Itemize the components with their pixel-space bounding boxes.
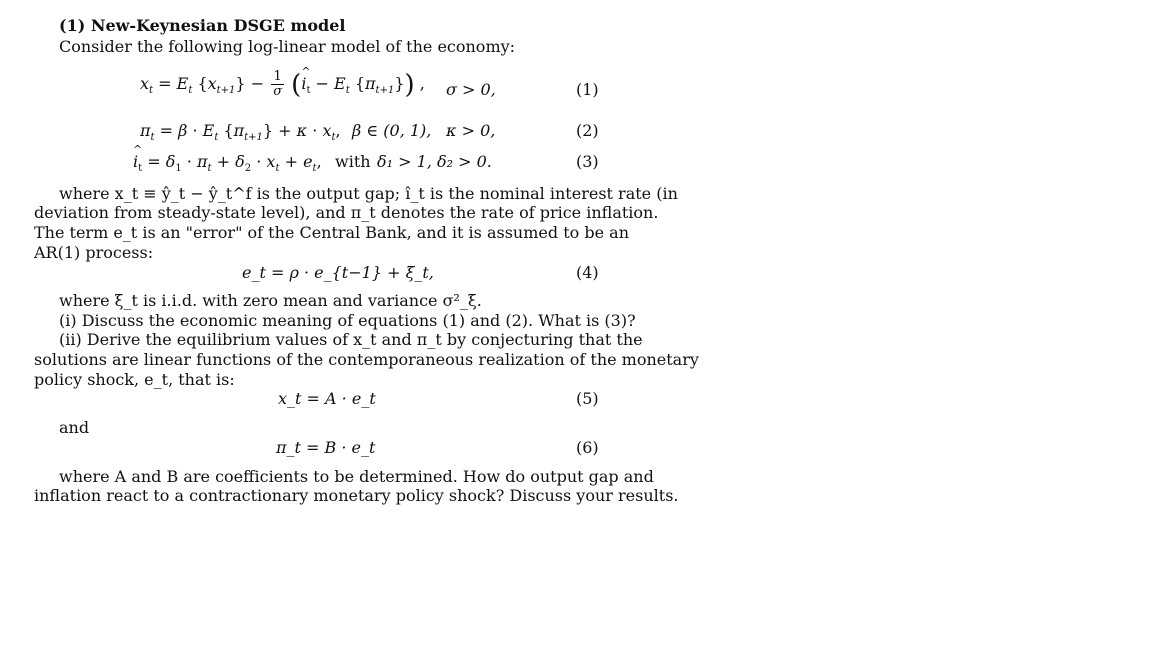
equation-2-number: (2) [576, 121, 599, 140]
paragraph-1-line-3: The term e_t is an "error" of the Central Bank, and it is assumed to be an [34, 223, 629, 242]
equation-1-condition: σ > 0, [446, 80, 496, 99]
equation-3: ^ $i_t = \delta_1 \cdot \pi_t + \delta_2 \cdot x_t + e_t$, [133, 152, 322, 174]
equation-3-number: (3) [576, 152, 599, 171]
equation-1-number: (1) [576, 80, 599, 99]
paragraph-1-line-4: AR(1) process: [34, 243, 154, 262]
paragraph-1-line-1: where x_t ≡ ŷ_t − ŷ_t^f is the output gap; î_t is the nominal interest rate (in [59, 184, 678, 203]
equation-2: $\pi_t = \beta \cdot E_t$ $\{\pi_{t+1}\} + \kappa \cdot x_t$, [140, 121, 341, 144]
and-text: and [59, 418, 90, 437]
final-paragraph-line-1: where A and B are coefficients to be determined. How do output gap and [59, 467, 654, 486]
equation-6: π_t = B · e_t [276, 438, 376, 457]
equation-5-number: (5) [576, 389, 599, 408]
question-2-line-2: solutions are linear functions of the contemporaneous realization of the monetary [34, 350, 699, 369]
section-title: (1) New-Keynesian DSGE model [59, 16, 346, 35]
equation-2-condition-beta: β ∈ (0, 1), [352, 121, 432, 140]
question-2-line-3: policy shock, e_t, that is: [34, 370, 235, 389]
equation-4: e_t = ρ · e_{t−1} + ξ_t, [242, 263, 434, 282]
equation-4-number: (4) [576, 263, 599, 282]
equation-5: x_t = A · e_t [278, 389, 376, 408]
equation-6-number: (6) [576, 438, 599, 457]
paragraph-1-line-2: deviation from steady-state level), and π_t denotes the rate of price inflation. [34, 203, 659, 222]
paragraph-2: where ξ_t is i.i.d. with zero mean and variance σ²_ξ. [59, 291, 482, 310]
question-2-line-1: (ii) Derive the equilibrium values of x_t and π_t by conjecturing that the [59, 330, 643, 349]
equation-2-condition-kappa: κ > 0, [446, 121, 496, 140]
question-1: (i) Discuss the economic meaning of equations (1) and (2). What is (3)? [59, 311, 636, 330]
equation-1: $x_t = E_t$ $\{x_{t+1}\}$ − $\frac{1}{\sigma}$ (^ $i_t - E_t$ $\{\pi_{t+1}\}$) , [140, 70, 425, 100]
intro-text: Consider the following log-linear model of the economy: [59, 37, 516, 56]
equation-3-with: with [335, 152, 371, 171]
final-paragraph-line-2: inflation react to a contractionary monetary policy shock? Discuss your results. [34, 486, 679, 505]
equation-3-condition: δ₁ > 1, δ₂ > 0. [377, 152, 492, 171]
